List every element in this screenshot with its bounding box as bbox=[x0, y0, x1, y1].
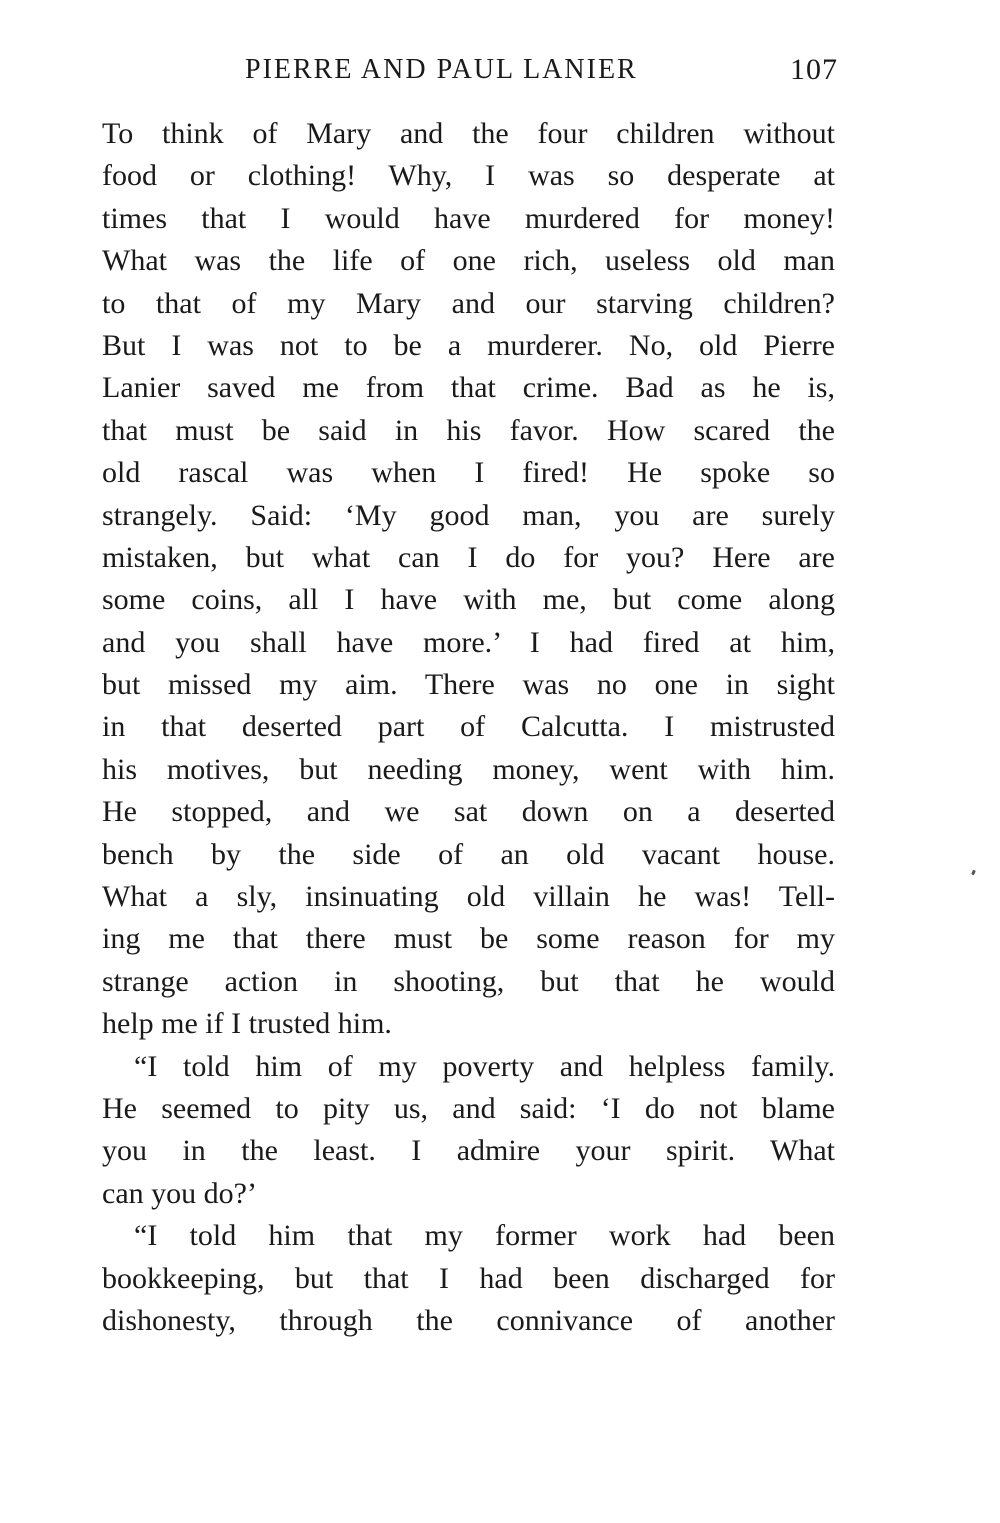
text-line: bench by the side of an old vacant house. bbox=[102, 837, 835, 871]
text-line: to that of my Mary and our starving children? bbox=[102, 286, 835, 320]
text-line: that must be said in his favor. How scared the bbox=[102, 413, 835, 447]
text-line: He seemed to pity us, and said: ‘I do not blame bbox=[102, 1091, 835, 1125]
text-line: food or clothing! Why, I was so desperate at bbox=[102, 159, 835, 193]
text-line: bookkeeping, but that I had been discharged for bbox=[102, 1261, 835, 1295]
text-line: in that deserted part of Calcutta. I mistrusted bbox=[102, 710, 835, 744]
text-line: you in the least. I admire your spirit. What bbox=[102, 1134, 835, 1168]
page-number: 107 bbox=[790, 53, 838, 86]
text-line: He stopped, and we sat down on a deserted bbox=[102, 795, 835, 829]
text-line: ing me that there must be some reason for my bbox=[102, 922, 835, 956]
text-line: can you do?’ bbox=[102, 1176, 257, 1210]
text-line: strange action in shooting, but that he would bbox=[102, 964, 835, 998]
text-line: What a sly, insinuating old villain he was! Tell- bbox=[102, 880, 835, 914]
ink-speck bbox=[971, 870, 976, 876]
text-line: dishonesty, through the connivance of another bbox=[102, 1303, 835, 1337]
text-line: mistaken, but what can I do for you? Here are bbox=[102, 540, 835, 574]
text-line: but missed my aim. There was no one in sight bbox=[102, 668, 835, 702]
text-line: Lanier saved me from that crime. Bad as he is, bbox=[102, 371, 835, 405]
text-line: times that I would have murdered for money! bbox=[102, 201, 835, 235]
text-line: “I told him of my poverty and helpless family. bbox=[134, 1049, 835, 1083]
text-line: But I was not to be a murderer. No, old Pierre bbox=[102, 328, 835, 362]
text-line: and you shall have more.’ I had fired at him, bbox=[102, 625, 835, 659]
text-line: strangely. Said: ‘My good man, you are surely bbox=[102, 498, 835, 532]
running-title: PIERRE AND PAUL LANIER bbox=[245, 54, 638, 85]
text-line: To think of Mary and the four children without bbox=[102, 117, 835, 150]
text-line: his motives, but needing money, went with him. bbox=[102, 752, 835, 786]
text-line: help me if I trusted him. bbox=[102, 1007, 392, 1041]
text-line: some coins, all I have with me, but come along bbox=[102, 583, 835, 617]
text-line: What was the life of one rich, useless old man bbox=[102, 244, 835, 278]
text-line: old rascal was when I fired! He spoke so bbox=[102, 456, 835, 490]
body-text bbox=[102, 113, 835, 1342]
text-line: “I told him that my former work had been bbox=[134, 1219, 835, 1253]
